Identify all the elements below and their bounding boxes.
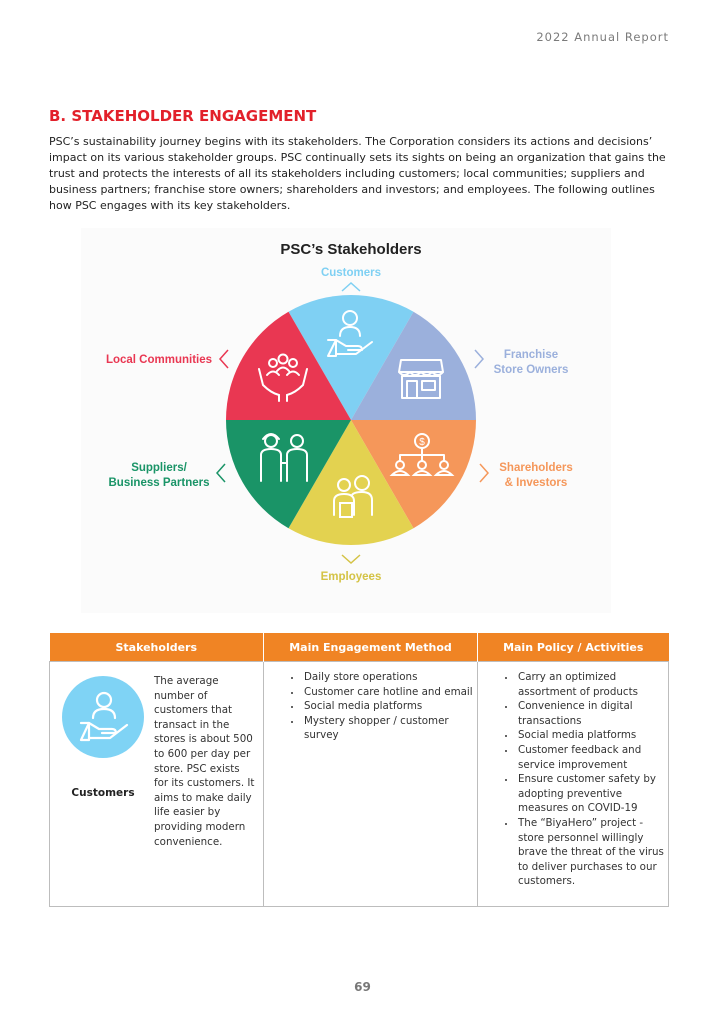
chevron-right-icon (480, 464, 488, 482)
engagement-methods-cell (264, 662, 478, 907)
customer-hand-icon (62, 676, 144, 758)
table-header-row (50, 633, 669, 662)
list-item: • The “BiyaHero” project - store personnel willingly brave the threat of the virus to deliver purchases to our customers. (516, 816, 668, 889)
section-title: B. STAKEHOLDER ENGAGEMENT (49, 107, 317, 125)
stakeholder-cell (50, 662, 264, 907)
label-customers: Customers (320, 267, 382, 279)
list-item: • Social media platforms (302, 699, 477, 714)
label-franchise-line1: Franchise (503, 349, 559, 361)
engagement-table (49, 633, 669, 907)
label-employees: Employees (320, 571, 382, 583)
chevron-left-icon (220, 350, 228, 368)
label-shareholders-line1: Shareholders (499, 462, 573, 474)
list-item: • Social media platforms (516, 728, 668, 743)
chevron-up-icon (342, 283, 360, 291)
list-item: • Customer care hotline and email (302, 685, 477, 700)
header-policy-activities: Main Policy / Activities (478, 633, 669, 662)
list-item: • Customer feedback and service improvement (516, 743, 668, 772)
label-suppliers-line1: Suppliers/ (131, 462, 187, 474)
intro-paragraph: PSC’s sustainability journey begins with its stakeholders. The Corporation considers its actions and decisions’ impact on its various stakeholder groups. PSC continually sets its sights on being an organization that gains the trust and protects the interests of all its stakeholders including customers; local communities; suppliers and business partners; franchise store owners; shareholders and investors; and employees. The following outlines how PSC engages with its key stakeholders. (49, 135, 666, 212)
label-shareholders-line2: & Investors (504, 477, 568, 489)
header-stakeholders: Stakeholders (50, 633, 264, 662)
list-item: • Convenience in digital transactions (516, 699, 668, 728)
header-engagement-method: Main Engagement Method (264, 633, 478, 662)
report-tag: 2022 Annual Report (536, 30, 669, 44)
engagement-methods-list (264, 670, 477, 743)
table-row (50, 662, 669, 907)
diagram-title: PSC’s Stakeholders (280, 241, 422, 258)
chevron-left-icon (217, 464, 225, 482)
policy-activities-cell (478, 662, 669, 907)
page-number: 69 (354, 980, 371, 994)
label-suppliers-line2: Business Partners (108, 477, 210, 489)
policy-activities-list (478, 670, 668, 889)
label-local-communities: Local Communities (105, 354, 213, 366)
list-item: • Daily store operations (302, 670, 477, 685)
stakeholders-diagram (81, 228, 611, 613)
list-item: • Mystery shopper / customer survey (302, 714, 477, 743)
list-item: • Carry an optimized assortment of products (516, 670, 668, 699)
chevron-down-icon (342, 555, 360, 563)
list-item: • Ensure customer safety by adopting preventive measures on COVID-19 (516, 772, 668, 816)
stakeholder-icon-circle (62, 676, 144, 758)
stakeholders-wheel (81, 228, 611, 613)
chevron-right-icon (475, 350, 483, 368)
stakeholder-name: Customers (71, 787, 135, 799)
stakeholder-description: The average number of customers that transact in the stores is about 500 to 600 per day per store. PSC exists for its customers. It aims to make daily life easier by providing modern convenience. (154, 675, 255, 848)
label-franchise-line2: Store Owners (493, 364, 569, 376)
svg-text:$: $ (419, 437, 425, 448)
